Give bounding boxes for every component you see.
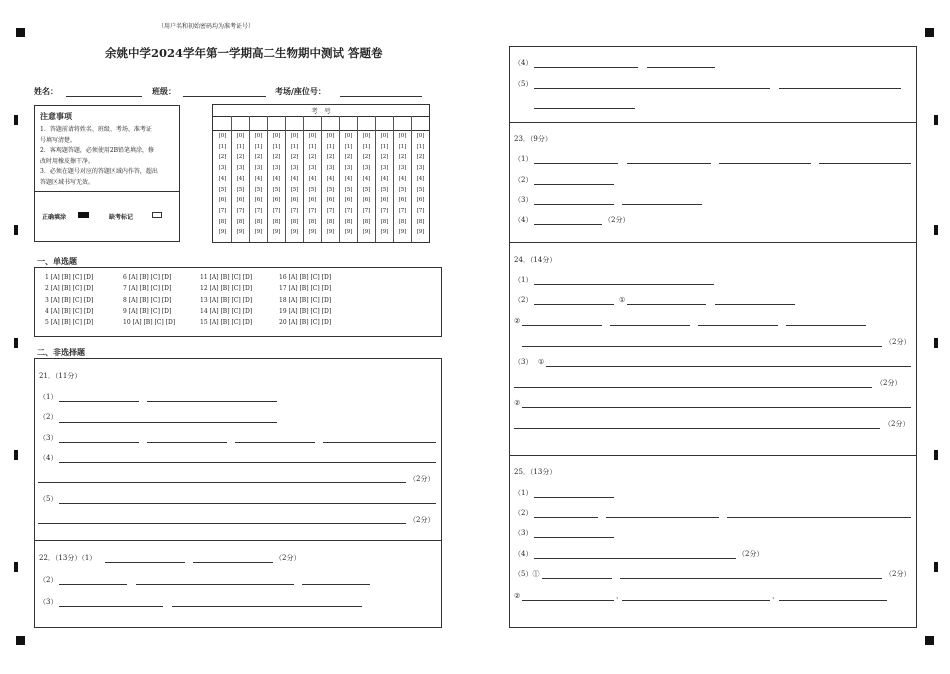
q22-part3-label: （3） <box>39 598 58 606</box>
q24-answer-line[interactable] <box>786 325 866 326</box>
exam-digit-bubble[interactable]: [0] <box>236 133 245 139</box>
exam-digit-bubble[interactable]: [9] <box>416 229 425 236</box>
q21-answer-line[interactable] <box>38 523 406 524</box>
exam-digit-bubble[interactable]: [8] <box>254 218 263 225</box>
exam-number-grid <box>212 104 430 243</box>
exam-digit-bubble[interactable]: [9] <box>254 229 263 236</box>
timing-mark <box>934 450 938 460</box>
q24-answer-line[interactable] <box>514 428 880 429</box>
registration-mark <box>925 28 934 37</box>
q21-answer-line[interactable] <box>59 462 436 463</box>
q23-answer-line[interactable] <box>534 204 614 205</box>
mcq-item[interactable]: 17 [A] [B] [C] [D] <box>279 285 332 293</box>
q22-answer-line[interactable] <box>172 606 362 607</box>
q22-answer-line[interactable] <box>647 67 715 68</box>
q21-answer-line[interactable] <box>323 442 436 443</box>
exam-digit-bubble[interactable]: [1] <box>326 143 335 150</box>
q22-part4-label: （4） <box>514 59 533 67</box>
exam-digit-bubble[interactable]: [8] <box>290 218 299 225</box>
section-single-choice: 一、单选题 <box>37 256 77 266</box>
mcq-box <box>34 267 442 337</box>
exam-digit-bubble[interactable]: [7] <box>380 207 389 214</box>
exam-digit-bubble[interactable]: [4] <box>272 175 281 182</box>
q25-box <box>509 455 917 628</box>
exam-digit-bubble[interactable]: [7] <box>272 207 281 214</box>
exam-digit-bubble[interactable]: [0] <box>398 133 407 139</box>
exam-digit-bubble[interactable]: [5] <box>380 186 389 193</box>
exam-digit-bubble[interactable]: [5] <box>362 186 371 193</box>
mcq-item[interactable]: 12 [A] [B] [C] [D] <box>200 285 253 293</box>
q22-answer-line[interactable] <box>302 584 370 585</box>
q24-box <box>509 242 917 456</box>
mcq-item[interactable]: 1 [A] [B] [C] [D] <box>45 274 94 281</box>
exam-digit-bubble[interactable]: [7] <box>236 207 245 214</box>
q21-part4-label: （4） <box>39 454 58 462</box>
registration-mark <box>16 28 25 37</box>
q24-answer-line[interactable] <box>698 325 778 326</box>
q21-answer-line[interactable] <box>59 401 139 402</box>
exam-digit-bubble[interactable]: [6] <box>416 197 425 204</box>
exam-digit-bubble[interactable]: [3] <box>308 165 317 172</box>
mcq-item[interactable]: 8 [A] [B] [C] [D] <box>123 296 172 304</box>
q22-points: （2分） <box>275 554 301 562</box>
exam-digit-bubble[interactable]: [0] <box>272 133 281 139</box>
exam-number-divider <box>357 116 358 242</box>
q22-answer-line[interactable] <box>534 67 638 68</box>
name-field[interactable] <box>66 96 142 97</box>
mcq-item[interactable]: 7 [A] [B] [C] [D] <box>123 285 172 293</box>
mcq-item[interactable]: 15 [A] [B] [C] [D] <box>200 319 253 327</box>
q24-answer-line[interactable] <box>522 325 602 326</box>
exam-digit-bubble[interactable]: [2] <box>416 154 425 161</box>
exam-digit-bubble[interactable]: [3] <box>326 165 335 172</box>
q21-answer-line[interactable] <box>147 442 227 443</box>
q25-answer-line[interactable] <box>620 578 882 579</box>
q23-part4-label: （4） <box>514 216 533 224</box>
exam-digit-bubble[interactable]: [9] <box>218 229 227 236</box>
q22-answer-line[interactable] <box>59 584 127 585</box>
exam-digit-bubble[interactable]: [9] <box>326 229 335 236</box>
exam-digit-bubble[interactable]: [1] <box>362 143 371 150</box>
seat-field[interactable] <box>340 96 422 97</box>
q24-answer-line[interactable] <box>522 346 882 347</box>
exam-digit-bubble[interactable]: [3] <box>254 165 263 172</box>
exam-digit-bubble[interactable]: [3] <box>380 165 389 172</box>
q24-answer-line[interactable] <box>627 304 706 305</box>
exam-digit-bubble[interactable]: [3] <box>236 165 245 172</box>
mcq-item[interactable]: 16 [A] [B] [C] [D] <box>279 274 332 281</box>
exam-digit-bubble[interactable]: [0] <box>326 133 335 139</box>
registration-mark <box>16 636 25 645</box>
exam-digit-bubble[interactable]: [2] <box>254 154 263 161</box>
exam-digit-bubble[interactable]: [3] <box>218 165 227 172</box>
exam-digit-bubble[interactable]: [0] <box>254 133 263 139</box>
mcq-item[interactable]: 9 [A] [B] [C] [D] <box>123 307 172 315</box>
exam-digit-bubble[interactable]: [8] <box>362 218 371 225</box>
q23-answer-line[interactable] <box>534 163 618 164</box>
q25-separator: 、 <box>772 592 779 600</box>
q25-answer-line[interactable] <box>534 517 598 518</box>
exam-digit-bubble[interactable]: [7] <box>344 207 353 214</box>
exam-digit-bubble[interactable]: [3] <box>344 165 353 172</box>
q25-answer-line[interactable] <box>542 578 612 579</box>
name-label: 姓名： <box>34 86 58 96</box>
q25-part4-label: （4） <box>514 550 533 558</box>
q23-answer-line[interactable] <box>534 184 614 185</box>
q24-answer-line[interactable] <box>610 325 690 326</box>
exam-digit-bubble[interactable]: [7] <box>362 207 371 214</box>
exam-digit-bubble[interactable]: [8] <box>416 218 425 225</box>
q25-answer-line[interactable] <box>534 497 614 498</box>
timing-mark <box>14 562 18 572</box>
q23-answer-line[interactable] <box>719 163 811 164</box>
exam-digit-bubble[interactable]: [2] <box>218 154 227 161</box>
q22-answer-line[interactable] <box>136 584 294 585</box>
mcq-item[interactable]: 19 [A] [B] [C] [D] <box>279 307 332 315</box>
q24-answer-line[interactable] <box>715 304 795 305</box>
exam-digit-bubble[interactable]: [1] <box>290 143 299 150</box>
exam-digit-bubble[interactable]: [5] <box>416 186 425 193</box>
exam-digit-bubble[interactable]: [5] <box>272 186 281 193</box>
exam-digit-bubble[interactable]: [1] <box>254 143 263 150</box>
notice-text: 1．答题前请将姓名、班级、考场、准考证 号填写清楚。 2．客观题答题，必须使用2B铅笔填涂，修 改时用橡皮擦干净。 3．必须在题号对应的答题区域内作答，超出 答题区域书写无效。 <box>40 126 158 186</box>
exam-digit-bubble[interactable]: [3] <box>272 165 281 172</box>
exam-digit-bubble[interactable]: [4] <box>236 175 245 182</box>
exam-digit-bubble[interactable]: [2] <box>272 154 281 161</box>
exam-digit-bubble[interactable]: [2] <box>398 154 407 161</box>
q23-answer-line[interactable] <box>622 204 702 205</box>
exam-digit-bubble[interactable]: [2] <box>362 154 371 161</box>
exam-number-divider <box>231 116 232 242</box>
timing-mark <box>14 450 18 460</box>
q21-answer-line[interactable] <box>147 401 277 402</box>
exam-digit-bubble[interactable]: [2] <box>236 154 245 161</box>
q22-title: 22．（13分）（1） <box>39 554 97 562</box>
exam-digit-bubble[interactable]: [2] <box>290 154 299 161</box>
section-non-choice: 二、非选择题 <box>37 347 85 357</box>
exam-digit-bubble[interactable]: [5] <box>326 186 335 193</box>
q25-answer-line[interactable] <box>534 537 614 538</box>
exam-digit-bubble[interactable]: [6] <box>218 197 227 204</box>
q23-part2-label: （2） <box>514 176 533 184</box>
q23-answer-line[interactable] <box>534 224 602 225</box>
exam-digit-bubble[interactable]: [8] <box>398 218 407 225</box>
q24-answer-line[interactable] <box>514 387 872 388</box>
timing-mark <box>14 338 18 348</box>
mcq-item[interactable]: 14 [A] [B] [C] [D] <box>200 307 253 315</box>
mcq-item[interactable]: 11 [A] [B] [C] [D] <box>200 274 253 281</box>
exam-digit-bubble[interactable]: [8] <box>308 218 317 225</box>
exam-digit-bubble[interactable]: [7] <box>326 207 335 214</box>
q25-answer-line[interactable] <box>622 600 770 601</box>
exam-digit-bubble[interactable]: [3] <box>290 165 299 172</box>
q21-box <box>34 358 442 541</box>
registration-mark <box>925 636 934 645</box>
exam-number-divider <box>303 116 304 242</box>
q24-title: 24．（14分） <box>514 256 557 264</box>
q25-points: （2分） <box>885 570 911 578</box>
q22-answer-line[interactable] <box>193 562 273 563</box>
exam-digit-bubble[interactable]: [9] <box>362 229 371 236</box>
mcq-item[interactable]: 20 [A] [B] [C] [D] <box>279 319 332 327</box>
exam-digit-bubble[interactable]: [6] <box>290 197 299 204</box>
exam-digit-bubble[interactable]: [9] <box>308 229 317 236</box>
q21-part2-label: （2） <box>39 413 58 421</box>
q25-separator: 、 <box>616 592 623 600</box>
exam-digit-bubble[interactable]: [0] <box>362 133 371 139</box>
q21-answer-line[interactable] <box>235 442 315 443</box>
exam-digit-bubble[interactable]: [5] <box>398 186 407 193</box>
exam-digit-bubble[interactable]: [6] <box>380 197 389 204</box>
exam-digit-bubble[interactable]: [4] <box>344 175 353 182</box>
exam-digit-bubble[interactable]: [4] <box>326 175 335 182</box>
seat-label: 考场/座位号： <box>275 86 326 96</box>
exam-digit-bubble[interactable]: [6] <box>272 197 281 204</box>
login-note: （用户名和初始密码均为准考证号） <box>158 23 255 30</box>
q21-points: （2分） <box>409 475 435 483</box>
q21-part5-label: （5） <box>39 495 58 503</box>
mcq-item[interactable]: 10 [A] [B] [C] [D] <box>123 319 176 327</box>
mcq-item[interactable]: 18 [A] [B] [C] [D] <box>279 296 332 304</box>
notice-title: 注意事项 <box>40 111 72 121</box>
exam-digit-bubble[interactable]: [0] <box>344 133 353 139</box>
q22-answer-line[interactable] <box>534 108 635 109</box>
page-title: 余姚中学2024学年第一学期高二生物期中测试 答题卷 <box>105 46 383 60</box>
exam-digit-bubble[interactable]: [7] <box>416 207 425 214</box>
timing-mark <box>934 562 938 572</box>
exam-digit-bubble[interactable]: [8] <box>218 218 227 225</box>
exam-digit-bubble[interactable]: [1] <box>416 143 425 150</box>
exam-digit-bubble[interactable]: [0] <box>308 133 317 139</box>
exam-digit-bubble[interactable]: [1] <box>218 143 227 150</box>
exam-digit-bubble[interactable]: [9] <box>272 229 281 236</box>
filled-bubble-icon <box>78 212 89 218</box>
exam-digit-bubble[interactable]: [4] <box>308 175 317 182</box>
exam-digit-bubble[interactable]: [1] <box>308 143 317 150</box>
exam-digit-bubble[interactable]: [0] <box>380 133 389 139</box>
q25-part3-label: （3） <box>514 529 533 537</box>
notice-divider <box>35 191 179 192</box>
mcq-item[interactable]: 13 [A] [B] [C] [D] <box>200 296 253 304</box>
q24-points: （2分） <box>884 420 910 428</box>
exam-digit-bubble[interactable]: [7] <box>308 207 317 214</box>
q23-title: 23．（9分） <box>514 135 552 143</box>
mcq-item[interactable]: 3 [A] [B] [C] [D] <box>45 296 94 304</box>
q21-answer-line[interactable] <box>59 503 436 504</box>
q21-answer-line[interactable] <box>38 482 406 483</box>
exam-digit-bubble[interactable]: [4] <box>254 175 263 182</box>
q24-answer-line[interactable] <box>534 304 614 305</box>
exam-number-divider <box>393 116 394 242</box>
exam-digit-bubble[interactable]: [1] <box>272 143 281 150</box>
exam-digit-bubble[interactable]: [3] <box>416 165 425 172</box>
q21-answer-line[interactable] <box>59 422 277 423</box>
q22-answer-line[interactable] <box>105 562 185 563</box>
fill-example-label: 正确填涂 <box>42 214 67 221</box>
exam-digit-bubble[interactable]: [5] <box>308 186 317 193</box>
q25-answer-line[interactable] <box>534 558 736 559</box>
mcq-item[interactable]: 6 [A] [B] [C] [D] <box>123 274 172 281</box>
q25-circle2-label: ② <box>514 592 521 600</box>
exam-digit-bubble[interactable]: [5] <box>218 186 227 193</box>
exam-digit-bubble[interactable]: [3] <box>398 165 407 172</box>
exam-digit-bubble[interactable]: [8] <box>326 218 335 225</box>
exam-digit-bubble[interactable]: [1] <box>236 143 245 150</box>
timing-mark <box>14 115 18 125</box>
q24-answer-line[interactable] <box>522 407 911 408</box>
exam-digit-bubble[interactable]: [7] <box>254 207 263 214</box>
q24-points: （2分） <box>885 338 911 346</box>
q24-circle2-label: ② <box>514 317 521 325</box>
exam-digit-bubble[interactable]: [2] <box>326 154 335 161</box>
timing-mark <box>934 338 938 348</box>
exam-digit-bubble[interactable]: [9] <box>398 229 407 236</box>
q22-continued-box <box>509 46 917 123</box>
exam-digit-bubble[interactable]: [8] <box>344 218 353 225</box>
exam-digit-bubble[interactable]: [6] <box>362 197 371 204</box>
exam-digit-bubble[interactable]: [6] <box>308 197 317 204</box>
q23-part1-label: （1） <box>514 155 533 163</box>
exam-digit-bubble[interactable]: [1] <box>398 143 407 150</box>
exam-digit-bubble[interactable]: [6] <box>398 197 407 204</box>
exam-digit-bubble[interactable]: [3] <box>362 165 371 172</box>
exam-digit-bubble[interactable]: [9] <box>290 229 299 236</box>
exam-digit-bubble[interactable]: [8] <box>380 218 389 225</box>
exam-number-divider <box>339 116 340 242</box>
q25-title: 25．（13分） <box>514 468 557 476</box>
q24-answer-line[interactable] <box>546 366 911 367</box>
exam-digit-bubble[interactable]: [9] <box>344 229 353 236</box>
q21-title: 21．（11分） <box>39 372 82 380</box>
exam-digit-bubble[interactable]: [4] <box>362 175 371 182</box>
notice-box <box>34 105 180 242</box>
q25-answer-line[interactable] <box>727 517 911 518</box>
q22-answer-line[interactable] <box>534 88 770 89</box>
q21-part1-label: （1） <box>39 393 58 401</box>
exam-digit-bubble[interactable]: [7] <box>218 207 227 214</box>
exam-digit-bubble[interactable]: [5] <box>290 186 299 193</box>
q25-answer-line[interactable] <box>779 600 887 601</box>
exam-digit-bubble[interactable]: [5] <box>344 186 353 193</box>
exam-digit-bubble[interactable]: [4] <box>380 175 389 182</box>
exam-digit-bubble[interactable]: [7] <box>290 207 299 214</box>
exam-digit-bubble[interactable]: [8] <box>272 218 281 225</box>
q22-part5-label: （5） <box>514 80 533 88</box>
mcq-item[interactable]: 2 [A] [B] [C] [D] <box>45 285 94 293</box>
exam-number-divider <box>411 116 412 242</box>
q25-answer-line[interactable] <box>522 600 614 601</box>
exam-number-divider <box>249 116 250 242</box>
q22-answer-line[interactable] <box>779 88 901 89</box>
exam-digit-bubble[interactable]: [5] <box>236 186 245 193</box>
exam-digit-bubble[interactable]: [4] <box>218 175 227 182</box>
timing-mark <box>934 225 938 235</box>
absent-mark-label: 缺考标记 <box>109 214 134 221</box>
exam-digit-bubble[interactable]: [5] <box>254 186 263 193</box>
exam-digit-bubble[interactable]: [2] <box>344 154 353 161</box>
exam-digit-bubble[interactable]: [1] <box>380 143 389 150</box>
exam-digit-bubble[interactable]: [6] <box>326 197 335 204</box>
exam-digit-bubble[interactable]: [0] <box>290 133 299 139</box>
exam-digit-bubble[interactable]: [8] <box>236 218 245 225</box>
q25-part2-label: （2） <box>514 509 533 517</box>
q24-part2-label: （2） <box>514 296 533 304</box>
q24-circle1-label: ① <box>538 358 545 366</box>
q25-part5-label: （5）① <box>514 570 540 578</box>
exam-digit-bubble[interactable]: [4] <box>290 175 299 182</box>
exam-digit-bubble[interactable]: [1] <box>344 143 353 150</box>
q23-answer-line[interactable] <box>819 163 911 164</box>
exam-digit-bubble[interactable]: [9] <box>380 229 389 236</box>
q22-answer-line[interactable] <box>59 606 163 607</box>
q21-answer-line[interactable] <box>59 442 139 443</box>
q22-part2-label: （2） <box>39 576 58 584</box>
q24-part1-label: （1） <box>514 276 533 284</box>
exam-number-divider <box>375 116 376 242</box>
q24-part3-label: （3） <box>514 358 533 366</box>
exam-digit-bubble[interactable]: [2] <box>380 154 389 161</box>
timing-mark <box>934 115 938 125</box>
exam-digit-bubble[interactable]: [6] <box>236 197 245 204</box>
mcq-item[interactable]: 4 [A] [B] [C] [D] <box>45 307 94 315</box>
exam-digit-bubble[interactable]: [9] <box>236 229 245 236</box>
exam-digit-bubble[interactable]: [4] <box>398 175 407 182</box>
exam-digit-bubble[interactable]: [0] <box>416 133 425 139</box>
exam-digit-bubble[interactable]: [2] <box>308 154 317 161</box>
q23-part3-label: （3） <box>514 196 533 204</box>
absent-checkbox[interactable] <box>152 212 162 218</box>
q21-part3-label: （3） <box>39 434 58 442</box>
exam-digit-bubble[interactable]: [0] <box>218 133 227 139</box>
q24-circle1-label: ① <box>619 296 626 304</box>
q25-part1-label: （1） <box>514 489 533 497</box>
q24-points: （2分） <box>876 379 902 387</box>
exam-number-divider <box>267 116 268 242</box>
exam-digit-bubble[interactable]: [6] <box>254 197 263 204</box>
mcq-item[interactable]: 5 [A] [B] [C] [D] <box>45 319 94 327</box>
class-field[interactable] <box>183 96 266 97</box>
exam-digit-bubble[interactable]: [4] <box>416 175 425 182</box>
exam-digit-bubble[interactable]: [6] <box>344 197 353 204</box>
exam-number-title: 考 号 <box>311 107 331 115</box>
q23-points: （2分） <box>604 216 630 224</box>
exam-number-divider <box>321 116 322 242</box>
q25-points: （2分） <box>738 550 764 558</box>
exam-number-divider <box>285 116 286 242</box>
q24-circle2-label: ② <box>514 399 521 407</box>
timing-mark <box>14 225 18 235</box>
exam-digit-bubble[interactable]: [7] <box>398 207 407 214</box>
class-label: 班级： <box>152 86 176 96</box>
q25-answer-line[interactable] <box>606 517 719 518</box>
q21-points: （2分） <box>409 516 435 524</box>
q24-answer-line[interactable] <box>534 284 714 285</box>
q23-answer-line[interactable] <box>627 163 711 164</box>
